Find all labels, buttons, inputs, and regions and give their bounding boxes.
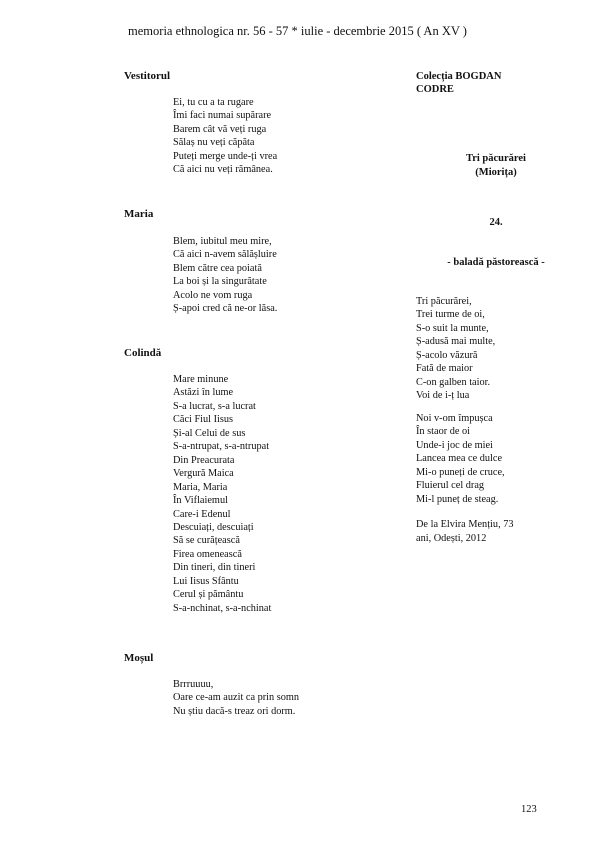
- verse-line: Unde-i joc de miei: [416, 439, 493, 451]
- verse-line: Fluierul cel drag: [416, 480, 485, 492]
- section-heading-mosul: Moșul: [124, 652, 154, 664]
- verse-line: Puteți merge unde-ți vrea: [173, 150, 278, 162]
- verse-line: S-a lucrat, s-a lucrat: [173, 400, 256, 412]
- verse-line: Care-i Edenul: [173, 508, 231, 520]
- verse-line: Acolo ne vom ruga: [173, 289, 253, 301]
- verse-line: Să se curățească: [173, 535, 240, 547]
- verse-line: Și-al Celui de sus: [173, 427, 246, 439]
- verse-line: Căci Fiul Iisus: [173, 414, 234, 426]
- verse-line: Că aici n-avem sălășluire: [173, 249, 277, 261]
- verse-maria: [173, 235, 277, 316]
- verse-line: Fată de maior: [416, 363, 473, 375]
- collection-title: [416, 70, 576, 96]
- verse-line: Tri păcurărei,: [416, 296, 472, 307]
- section-heading-vestitorul: Vestitorul: [124, 70, 171, 82]
- verse-line: Cerul și pământu: [173, 589, 244, 601]
- verse-colinda: [173, 373, 271, 615]
- verse-line: S-o suit la munte,: [416, 322, 489, 334]
- section-heading-maria: Maria: [124, 208, 154, 220]
- song-subtitle: (Miorița): [475, 166, 517, 178]
- verse-line: Brrruuuu,: [173, 679, 214, 690]
- song-genre: - baladă păstorească -: [447, 257, 545, 268]
- verse-line: Că aici nu veți rămânea.: [173, 164, 273, 176]
- verse-line: La boi și la singurătate: [173, 276, 267, 288]
- verse-line: Mi-o puneți de cruce,: [416, 466, 505, 478]
- verse-line: Sălaș nu veți căpăta: [173, 137, 255, 149]
- verse-line: S-a-nchinat, s-a-nchinat: [173, 602, 272, 614]
- song-title-block: [416, 152, 576, 179]
- verse-line: Firea omenească: [173, 548, 242, 560]
- verse-line: Voi de i-ț lua: [416, 390, 470, 402]
- verse-line: S-a-ntrupat, s-a-ntrupat: [173, 441, 270, 453]
- verse-line: În Viflaiemul: [173, 495, 228, 507]
- verse-line: Lui Iisus Sfântu: [173, 575, 239, 587]
- verse-vestitorul: [173, 96, 277, 177]
- collection-title-line: Colecția BOGDAN: [416, 71, 502, 82]
- song-number: 24.: [489, 217, 503, 228]
- verse-line: Lancea mea ce dulce: [416, 453, 503, 465]
- song-title: Tri păcurărei: [466, 153, 526, 164]
- verse-line: Trei turme de oi,: [416, 309, 485, 321]
- verse-line: Oare ce-am auzit ca prin somn: [173, 692, 300, 704]
- section-heading-colinda: Colindă: [124, 347, 162, 359]
- verse-line: Vergură Maica: [173, 468, 234, 480]
- verse-line: Mare minune: [173, 374, 229, 385]
- journal-header: memoria ethnologica nr. 56 - 57 * iulie - decembrie 2015 ( An XV ): [128, 24, 467, 38]
- verse-line: Ș-adusă mai multe,: [416, 336, 496, 348]
- verse-line: Îmi faci numai supărare: [173, 110, 272, 122]
- verse-line: C-on galben taior.: [416, 376, 491, 388]
- verse-line: Astăzi în lume: [173, 387, 234, 399]
- verse-line: Noi v-om împușca: [416, 413, 493, 424]
- verse-line: Mi-l puneț de steag.: [416, 493, 499, 505]
- verse-line: Descuiați, descuiați: [173, 521, 254, 533]
- verse-line: În staor de oi: [416, 426, 471, 438]
- attribution-line: ani, Odești, 2012: [416, 532, 487, 544]
- verse-line: Ei, tu cu a ta rugare: [173, 97, 254, 108]
- verse-line: Nu știu dacă-s treaz ori dorm.: [173, 705, 296, 717]
- verse-mosul: [173, 678, 299, 718]
- verse-line: Ș-acolo văzură: [416, 349, 478, 361]
- stanza-1: [416, 295, 495, 403]
- collection-title-line: CODRE: [416, 84, 454, 95]
- attribution-line: De la Elvira Mențiu, 73: [416, 519, 514, 530]
- verse-line: Blem către cea poiată: [173, 262, 262, 274]
- verse-line: Blem, iubitul meu mire,: [173, 236, 272, 247]
- source-attribution: [416, 518, 536, 545]
- verse-line: Ș-apoi cred că ne-or lăsa.: [173, 303, 278, 315]
- stanza-2: [416, 412, 505, 506]
- verse-line: Maria, Maria: [173, 481, 228, 493]
- page-number: 123: [521, 804, 537, 815]
- verse-line: Barem cât vă veți ruga: [173, 123, 267, 135]
- verse-line: Din tineri, din tineri: [173, 562, 256, 574]
- verse-line: Din Preacurata: [173, 454, 235, 466]
